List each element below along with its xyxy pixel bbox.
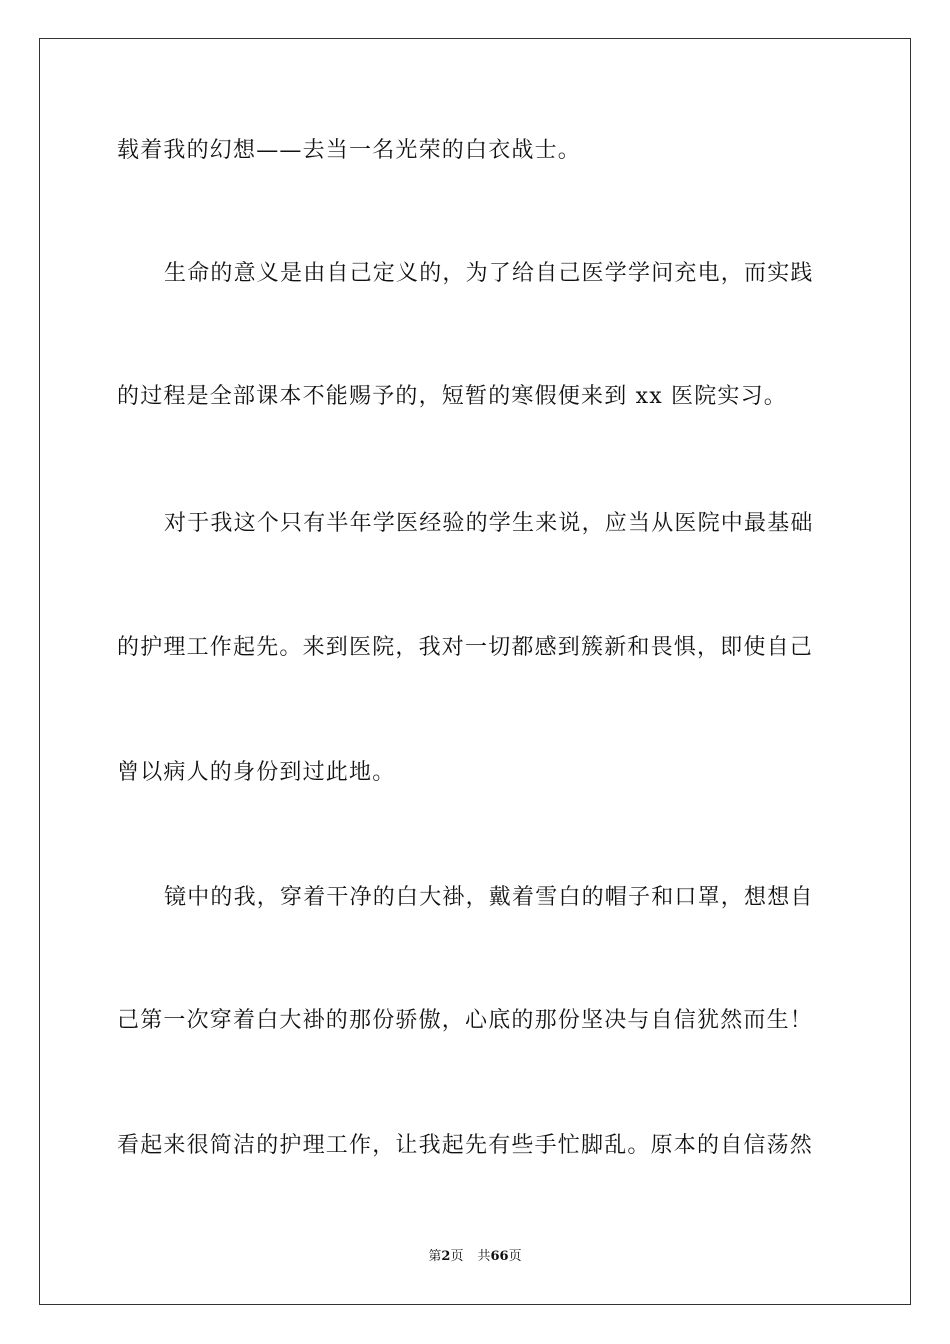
footer-total-pages: 66 (490, 1249, 509, 1264)
paragraph-line-6: 曾以病人的身份到过此地。 (117, 760, 396, 785)
footer-page-prefix: 第 (428, 1249, 442, 1264)
paragraph-line-8: 己第一次穿着白大褂的那份骄傲，心底的那份坚决与自信犹然而生！ (117, 1008, 814, 1033)
page-border (39, 38, 911, 1305)
paragraph-line-4: 对于我这个只有半年学医经验的学生来说，应当从医院中最基础 (164, 511, 814, 536)
footer-total-prefix: 共 (477, 1249, 491, 1264)
paragraph-line-1: 载着我的幻想——去当一名光荣的白衣战士。 (117, 138, 582, 163)
paragraph-line-5: 的护理工作起先。来到医院，我对一切都感到簇新和畏惧，即使自己 (117, 635, 814, 660)
paragraph-line-7: 镜中的我，穿着干净的白大褂，戴着雪白的帽子和口罩，想想自 (164, 885, 814, 910)
paragraph-line-3: 的过程是全部课本不能赐予的，短暂的寒假便来到 xx 医院实习。 (117, 384, 788, 409)
page-footer (0, 1248, 950, 1266)
footer-page-suffix: 页 (450, 1249, 464, 1264)
paragraph-line-2: 生命的意义是由自己定义的，为了给自己医学学问充电，而实践 (164, 261, 814, 286)
footer-total-suffix: 页 (508, 1249, 522, 1264)
footer-page-number: 2 (441, 1249, 451, 1264)
paragraph-line-9: 看起来很简洁的护理工作，让我起先有些手忙脚乱。原本的自信荡然 (117, 1133, 814, 1158)
